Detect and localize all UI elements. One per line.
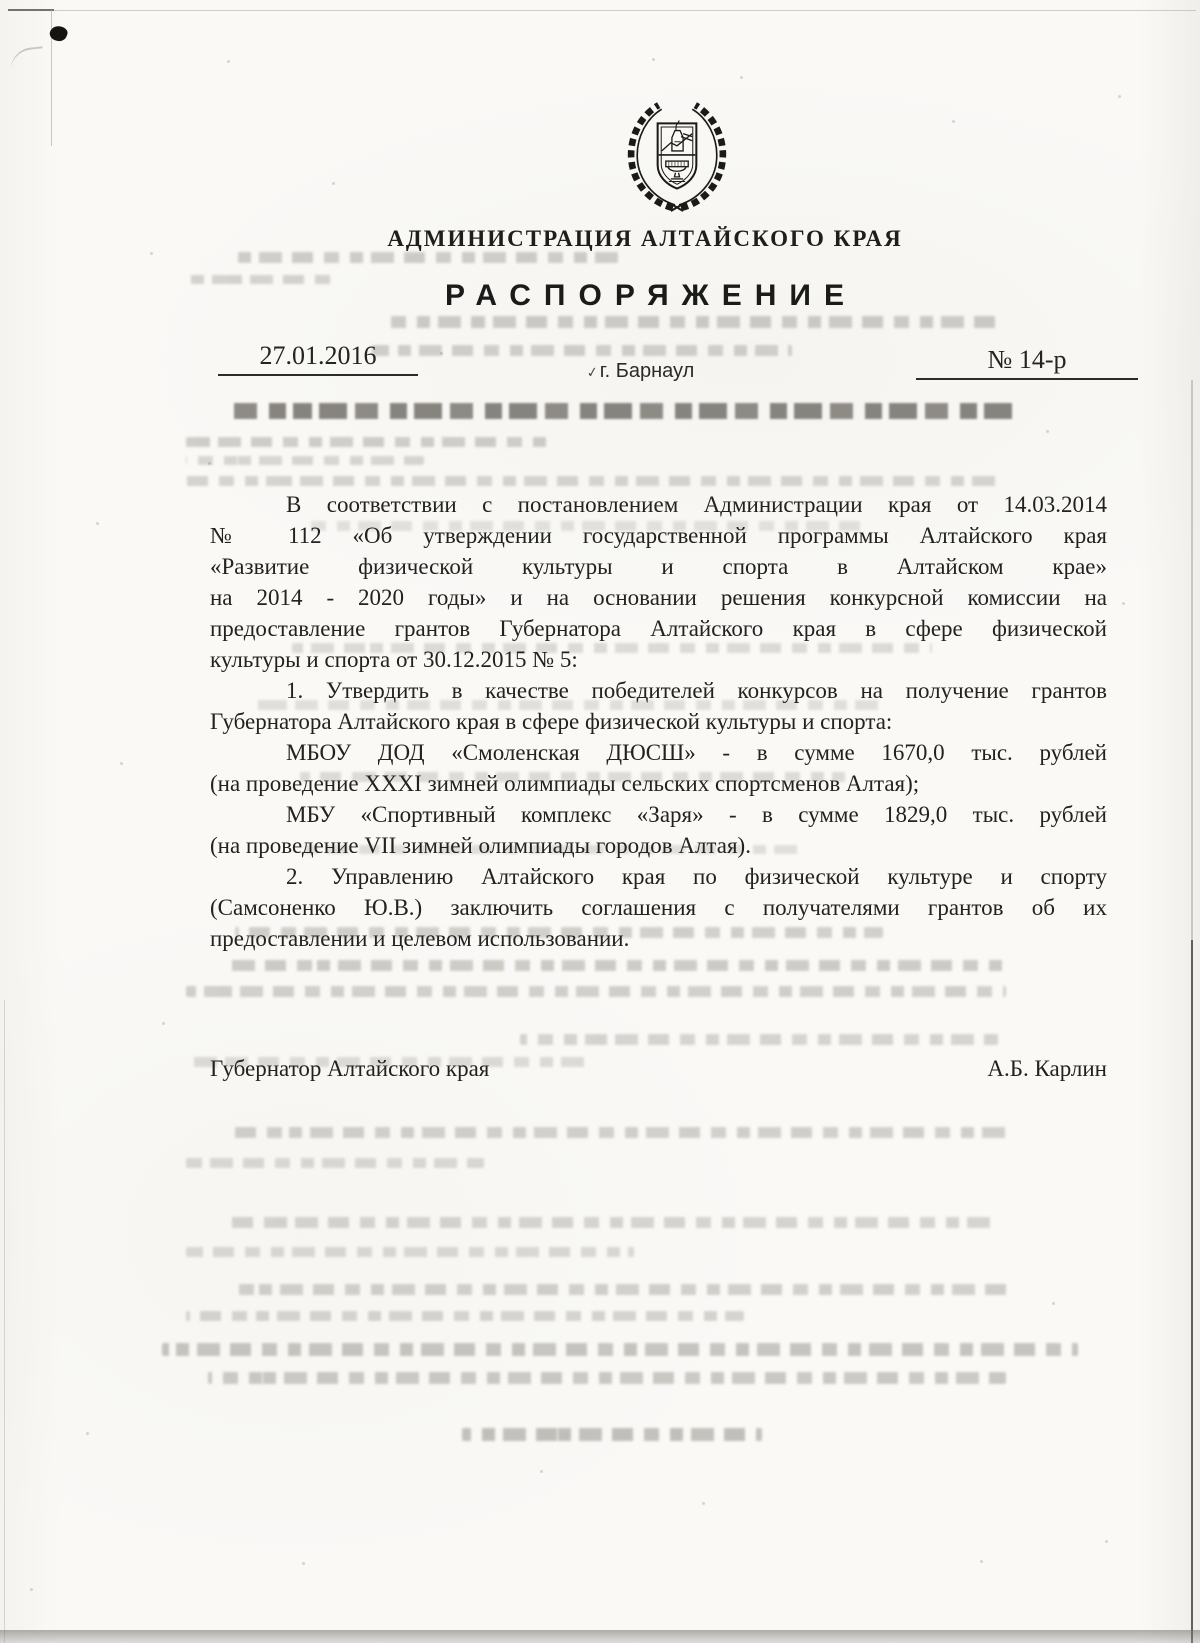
dust-speck: [1122, 602, 1125, 605]
body-line: культуры и спорта от 30.12.2015 № 5:: [210, 647, 578, 672]
emblem: [620, 100, 734, 212]
body-line: на 2014 - 2020 годы» и на основании решения конкурсной комиссии на: [210, 585, 1107, 610]
body-line: (на проведение VII зимней олимпиады городов Алтая).: [210, 833, 751, 858]
document-date: [218, 341, 418, 376]
body-line: (на проведение XXXI зимней олимпиады сельских спортсменов Алтая);: [210, 771, 920, 796]
dust-speck: [227, 60, 230, 63]
signature-title: Губернатор Алтайского края: [210, 1056, 490, 1081]
organization-name: АДМИНИСТРАЦИЯ АЛТАЙСКОГО КРАЯ: [387, 226, 903, 251]
number-value: № 14-р: [987, 345, 1067, 374]
body-line: предоставлении и целевом использовании.: [210, 926, 630, 951]
dust-speck: [1052, 1302, 1055, 1305]
signature-name: А.Б. Карлин: [987, 1056, 1107, 1081]
document-type-title: РАСПОРЯЖЕНИЕ: [444, 279, 858, 312]
dust-speck: [952, 120, 955, 123]
dust-speck: [1105, 1540, 1108, 1543]
dust-speck: [702, 1502, 705, 1505]
body-line: (Самсоненко Ю.В.) заключить соглашения с получателями грантов об их: [210, 895, 1107, 920]
dust-speck: [1046, 430, 1049, 433]
body-line: 2. Управлению Алтайского края по физической культуре и спорту: [286, 864, 1107, 889]
dust-speck: [208, 462, 211, 465]
dust-speck: [302, 1562, 305, 1565]
date-value: 27.01.2016: [259, 341, 377, 370]
dust-speck: [440, 352, 443, 355]
dust-speck: [96, 522, 99, 525]
body-line: МБУ «Спортивный комплекс «Заря» - в сумме 1829,0 тыс. рублей: [286, 802, 1107, 827]
dust-speck: [540, 1470, 543, 1473]
body-line: № 112 «Об утверждении государственной программы Алтайского края: [210, 523, 1107, 548]
dust-speck: [120, 762, 123, 765]
signature-row: [210, 1056, 1107, 1082]
document-number: [916, 345, 1138, 380]
dust-speck: [1118, 95, 1121, 98]
document-city: г. Барнаул: [599, 360, 695, 382]
body-line: «Развитие физической культуры и спорта в Алтайском крае»: [210, 554, 1107, 579]
dust-speck: [332, 182, 335, 185]
city-row: [586, 360, 694, 383]
body-line: предоставление грантов Губернатора Алтайского края в сфере физической: [210, 616, 1107, 641]
dust-speck: [740, 76, 743, 79]
body-line: МБОУ ДОД «Смоленская ДЮСШ» - в сумме 1670,0 тыс. рублей: [286, 740, 1107, 765]
dust-speck: [980, 1560, 983, 1563]
dust-speck: [150, 252, 153, 255]
document-body: [210, 489, 1107, 954]
body-line: В соответствии с постановлением Администрации края от 14.03.2014: [286, 492, 1107, 517]
coat-of-arms-icon: [620, 100, 734, 212]
dust-speck: [30, 1588, 33, 1591]
dust-speck: [652, 58, 655, 61]
body-line: Губернатора Алтайского края в сфере физической культуры и спорта:: [210, 709, 893, 734]
body-line: 1. Утвердить в качестве победителей конкурсов на получение грантов: [286, 678, 1107, 703]
scan-artifact-tick: ✓: [585, 363, 600, 381]
dust-speck: [162, 1022, 165, 1025]
dust-speck: [86, 1432, 89, 1435]
